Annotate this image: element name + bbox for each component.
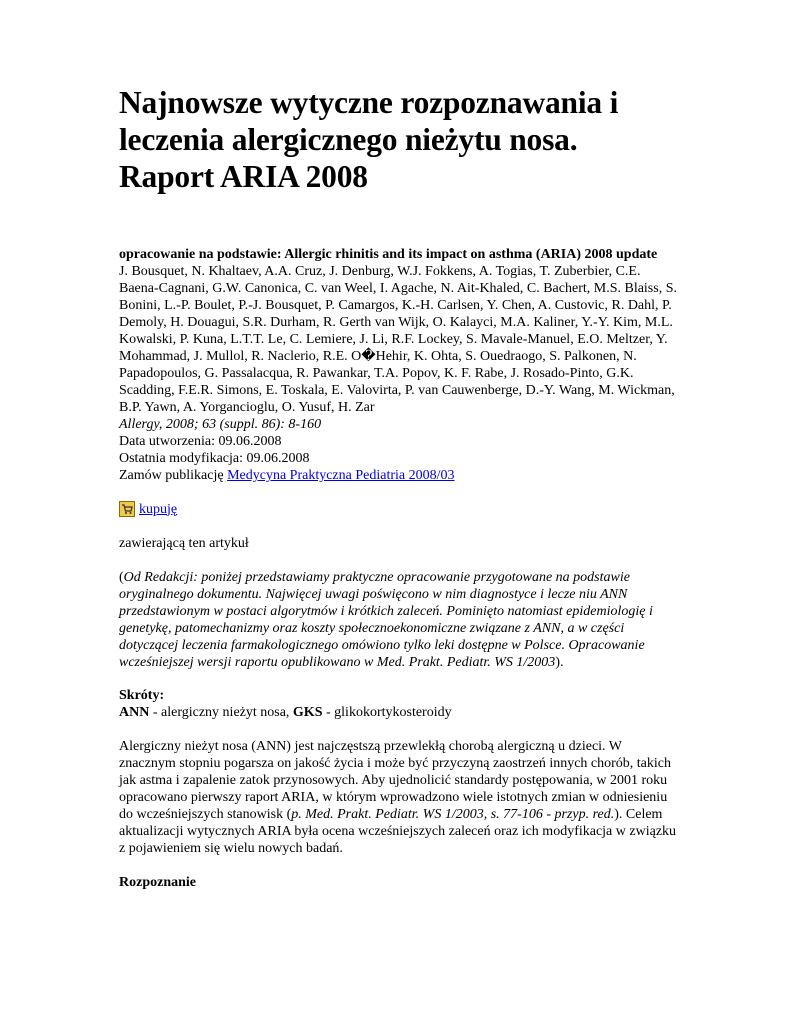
editor-close-paren: ). (555, 655, 564, 670)
article-content (119, 84, 679, 891)
publication-link[interactable]: Medycyna Praktyczna Pediatria 2008/03 (227, 468, 455, 483)
modified-date: Ostatnia modyfikacja: 09.06.2008 (119, 451, 310, 466)
editor-text: : poniżej przedstawiamy praktyczne opracowanie przygotowane na podstawie oryginalnego dokumentu. Najwięcej uwagi poświęcono w nim diagnostyce i lecze niu ANN przedstawionym w postaci algorytmów i krótkich zaleceń. Pominięto natomiast epidemiologię i genetykę, patomechanizmy oraz koszty społecznoekonomiczne związane z ANN, a w części dotyczącej leczenia farmakologicznego omówiono tylko leki dostępne w Polsce. Opracowanie wcześniejszej wersji raportu opublikowano w Med. Prakt. Pediatr. WS 1/2003 (119, 570, 653, 670)
containing-text: zawierającą ten artykuł (119, 536, 249, 551)
buy-link[interactable]: kupuję (139, 501, 178, 517)
shopping-cart-icon[interactable] (119, 501, 135, 517)
intro-text-b: ). Celem aktualizacji wytycznych ARIA była ocena wcześniejszych zaleceń oraz ich modyfikacja w związku z pojawieniem się wielu nowych badań. (119, 807, 677, 856)
intro-reference: p. Med. Prakt. Pediatr. WS 1/2003, s. 77-106 - przyp. red. (291, 807, 615, 822)
author-list: J. Bousquet, N. Khaltaev, A.A. Cruz, J. Denburg, W.J. Fokkens, A. Togias, T. Zuberbier, C.E. Baena-Cagnani, G.W. Canonica, C. van Weel, I. Agache, N. Ait-Khaled, C. Bachert, M.S. Blaiss, S. Bonini, L.-P. Boulet, P.-J. Bousquet, P. Camargos, K.-H. Carlsen, Y. Chen, A. Custovic, R. Dahl, P. Demoly, H. Douagui, S.R. Durham, R. Gerth van Wijk, O. Kalayci, M.A. Kaliner, Y.-Y. Kim, M.L. Kowalski, P. Kuna, L.T.T. Le, C. Lemiere, J. Li, R.F. Lockey, S. Mavale-Manuel, E.O. Meltzer, Y. Mohammad, J. Mullol, R. Naclerio, R.E. O�Hehir, K. Ohta, S. Ouedraogo, S. Palkonen, N. Papadopoulos, G. Passalacqua, R. Pawankar, T.A. Popov, K. F. Rabe, J. Rosado-Pinto, G.K. Scadding, F.E.R. Simons, E. Toskala, E. Valovirta, P. van Cauwenberge, D.-Y. Wang, M. Wickman, B.P. Yawn, A. Yorgancioglu, O. Yusuf, H. Zar (119, 264, 677, 415)
abbr-gks-desc: - glikokortykosteroidy (322, 705, 452, 720)
article-title: Najnowsze wytyczne rozpoznawania i leczenia alergicznego nieżytu nosa. Raport ARIA 2008 (119, 85, 619, 194)
editor-label: Od Redakcji (123, 570, 194, 585)
order-publication (119, 467, 679, 484)
abbreviations-heading: Skróty: (119, 688, 165, 703)
abbr-ann-desc: - alergiczny nieżyt nosa, (149, 705, 293, 720)
intro-paragraph (119, 738, 679, 857)
source-basis: opracowanie na podstawie: Allergic rhinitis and its impact on asthma (ARIA) 2008 update (119, 247, 658, 262)
editor-open-paren: ( (119, 570, 124, 585)
editor-note (119, 569, 679, 671)
created-date: Data utworzenia: 09.06.2008 (119, 434, 282, 449)
section-heading-diagnosis: Rozpoznanie (119, 875, 196, 890)
journal-citation: Allergy, 2008; 63 (suppl. 86): 8-160 (119, 417, 322, 432)
abbr-ann: ANN (119, 705, 150, 720)
abbr-gks: GKS (292, 705, 323, 720)
abbreviations-list (119, 704, 679, 721)
buy-row (119, 500, 679, 518)
order-prefix: Zamów publikację (119, 468, 228, 483)
intro-text-a: Alergiczny nieżyt nosa (ANN) jest najczęstszą przewlekłą chorobą alergiczną u dzieci. W znacznym stopniu pogarsza on jakość życia i może być przyczyną zaostrzeń innych chorób, takich jak astma i zapalenie zatok przynosowych. Aby ujednolicić standardy postępowania, w 2001 roku opracowano pierwszy raport ARIA, w którym wprowadzono wiele istotnych zmian w odniesieniu do wcześniejszych stanowisk ( (119, 739, 672, 822)
